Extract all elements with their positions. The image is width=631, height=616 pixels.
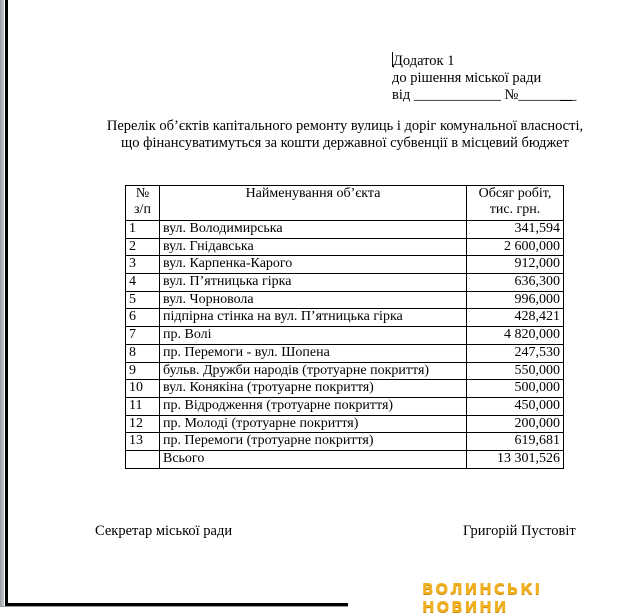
signature-role: Секретар міської ради — [95, 523, 233, 539]
row-name: пр. Волі — [160, 327, 467, 345]
row-number: 6 — [126, 309, 160, 327]
table-row — [126, 309, 564, 327]
row-value: 996,000 — [467, 291, 564, 309]
row-name: вул. П’ятницька гірка — [160, 274, 467, 292]
row-value: 428,421 — [467, 309, 564, 327]
table-row — [126, 433, 564, 451]
row-number: 11 — [126, 397, 160, 415]
table-row — [126, 380, 564, 398]
addendum-block — [392, 52, 576, 104]
addendum-title: Додаток 1 — [393, 53, 455, 69]
page-border-left — [5, 0, 8, 606]
row-name: вул. Карпенка-Карого — [160, 256, 467, 274]
table-row — [126, 256, 564, 274]
row-value: 341,594 — [467, 221, 564, 239]
total-value: 13 301,526 — [467, 450, 564, 468]
table-row — [126, 344, 564, 362]
header-number-line-2: з/п — [134, 202, 151, 217]
row-number: 12 — [126, 415, 160, 433]
addendum-line-3: від ____________ №________ — [392, 87, 577, 103]
row-number: 9 — [126, 362, 160, 380]
table-row — [126, 221, 564, 239]
row-number: 10 — [126, 380, 160, 398]
total-number-cell — [126, 450, 160, 468]
signature-name: Григорій Пустовіт — [463, 523, 576, 539]
table-header-row — [126, 186, 564, 221]
row-number: 13 — [126, 433, 160, 451]
row-number: 1 — [126, 221, 160, 239]
table-row — [126, 327, 564, 345]
table-row — [126, 274, 564, 292]
document-title — [60, 118, 630, 152]
row-value: 619,681 — [467, 433, 564, 451]
header-number-line-1: № — [135, 186, 150, 201]
row-number: 5 — [126, 291, 160, 309]
header-volume-line-2: тис. грн. — [489, 202, 541, 217]
row-value: 500,000 — [467, 380, 564, 398]
row-name: вул. Гнідавська — [160, 238, 467, 256]
header-name: Найменування об’єкта — [160, 186, 467, 221]
row-value: 2 600,000 — [467, 238, 564, 256]
row-number: 4 — [126, 274, 160, 292]
row-number: 8 — [126, 344, 160, 362]
header-number — [126, 186, 160, 221]
table-row — [126, 362, 564, 380]
title-line-2: що фінансуватимуться за кошти державної субвенції в місцевий бюджет — [121, 135, 569, 151]
row-name: пр. Перемоги - вул. Шопена — [160, 344, 467, 362]
row-value: 200,000 — [467, 415, 564, 433]
row-number: 7 — [126, 327, 160, 345]
watermark-logo: ВОЛИНСЬКІ НОВИНИ — [422, 580, 543, 616]
row-number: 3 — [126, 256, 160, 274]
header-volume — [467, 186, 564, 221]
row-value: 550,000 — [467, 362, 564, 380]
table-row — [126, 415, 564, 433]
row-value: 450,000 — [467, 397, 564, 415]
objects-table — [125, 185, 564, 469]
addendum-line-1[interactable] — [392, 52, 576, 70]
row-value: 912,000 — [467, 256, 564, 274]
total-row — [126, 450, 564, 468]
row-name: пр. Молоді (тротуарне покриття) — [160, 415, 467, 433]
window-edge — [0, 0, 4, 607]
row-value: 247,530 — [467, 344, 564, 362]
row-name: вул. Чорновола — [160, 291, 467, 309]
row-name: вул. Конякіна (тротуарне покриття) — [160, 380, 467, 398]
header-volume-line-1: Обсяг робіт, — [478, 186, 552, 201]
addendum-line-2: до рішення міської ради — [392, 70, 542, 86]
row-name: підпірна стінка на вул. П’ятницька гірка — [160, 309, 467, 327]
table-row — [126, 238, 564, 256]
table-row — [126, 397, 564, 415]
row-value: 636,300 — [467, 274, 564, 292]
row-name: бульв. Дружби народів (тротуарне покриття) — [160, 362, 467, 380]
row-value: 4 820,000 — [467, 327, 564, 345]
table-row — [126, 291, 564, 309]
total-label: Всього — [160, 450, 467, 468]
row-name: пр. Перемоги (тротуарне покриття) — [160, 433, 467, 451]
row-number: 2 — [126, 238, 160, 256]
row-name: вул. Володимирська — [160, 221, 467, 239]
title-line-1: Перелік об’єктів капітального ремонту вулиць і доріг комунальної власності, — [106, 118, 584, 134]
row-name: пр. Відродження (тротуарне покриття) — [160, 397, 467, 415]
